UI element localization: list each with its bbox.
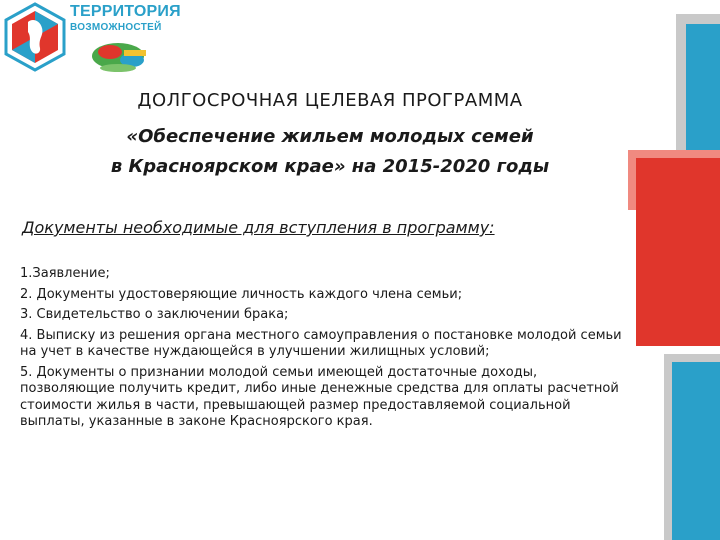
list-item: 4. Выписку из решения органа местного самоуправления о постановке молодой семьи на учет в качестве нуждающейся в улучшении жилищных условий; bbox=[20, 327, 622, 359]
list-item: 2. Документы удостоверяющие личность каждого члена семьи; bbox=[20, 286, 463, 302]
region-emblem-icon bbox=[88, 40, 156, 74]
program-title: ДОЛГОСРОЧНАЯ ЦЕЛЕВАЯ ПРОГРАММА bbox=[137, 90, 523, 111]
logo-line1: ТЕРРИТОРИЯ bbox=[70, 3, 181, 20]
documents-list bbox=[20, 266, 630, 435]
decor-red bbox=[636, 158, 720, 346]
list-item: 1.Заявление; bbox=[20, 266, 110, 281]
decor-blue-bottom bbox=[672, 362, 720, 540]
program-name bbox=[40, 122, 620, 182]
list-item: 3. Свидетельство о заключении брака; bbox=[20, 307, 289, 322]
logo-text bbox=[70, 4, 181, 33]
documents-heading: Документы необходимые для вступления в программу: bbox=[22, 218, 495, 237]
program-name-line2: в Красноярском крае» на 2015-2020 годы bbox=[110, 156, 550, 177]
list-item: 5. Документы о признании молодой семьи имеющей достаточные доходы, позволяющие получить кредит, либо иные денежные средства для оплаты расчетной стоимости жилья в части, превышающей размер предоставляемой социальной выплаты, указанные в законе Красноярского края. bbox=[20, 364, 619, 429]
program-name-line1: «Обеспечение жильем молодых семей bbox=[126, 126, 534, 147]
logo-line2: ВОЗМОЖНОСТЕЙ bbox=[70, 22, 162, 33]
territory-logo-icon bbox=[4, 2, 66, 72]
